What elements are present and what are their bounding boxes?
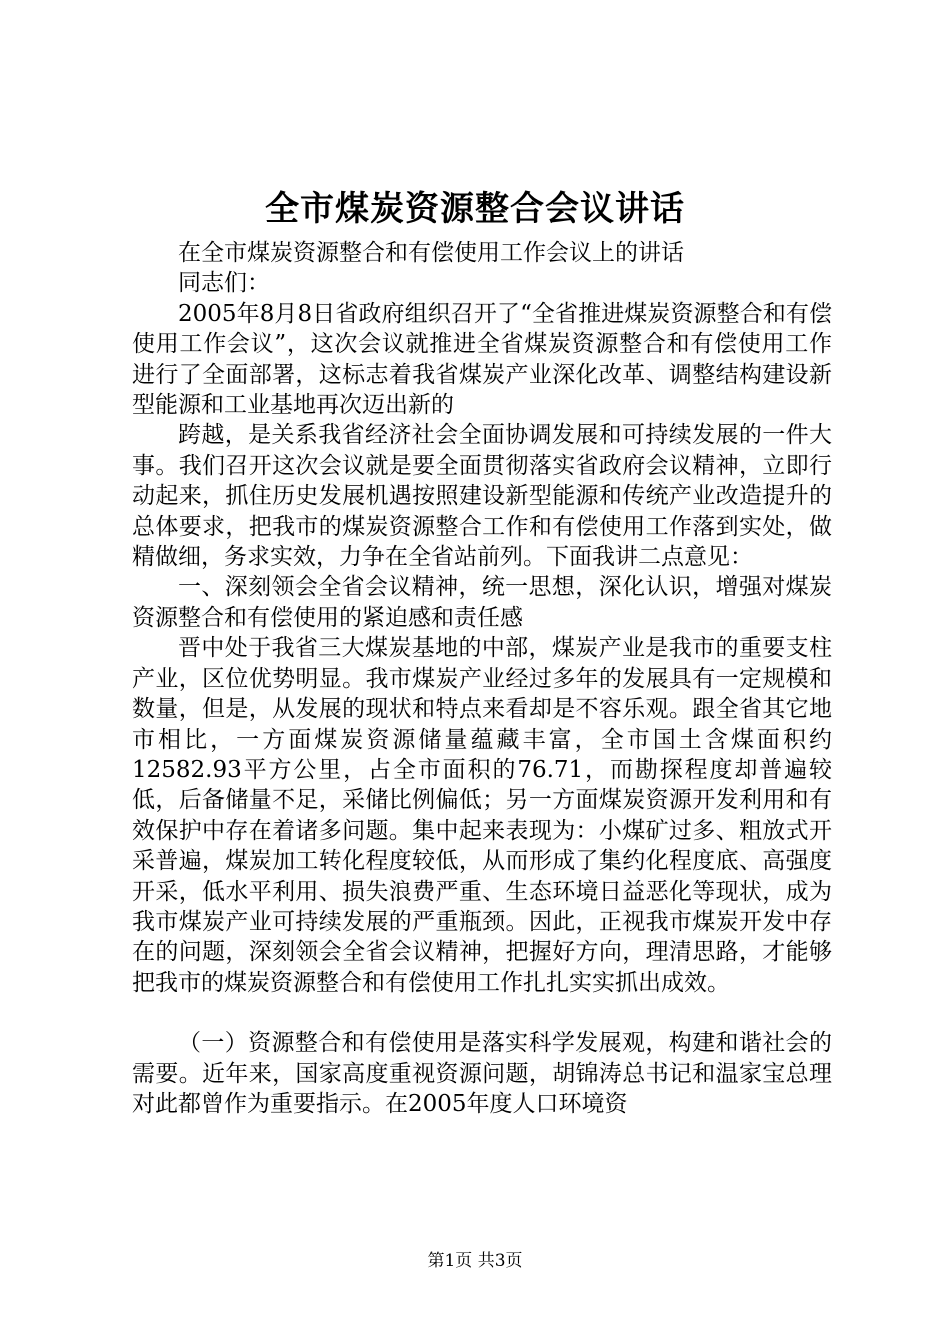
paragraph-intro: 2005年8月8日省政府组织召开了“全省推进煤炭资源整合和有偿使用工作会议”，这次会议就推进全省煤炭资源整合和有偿使用工作进行了全面部署，这标志着我省煤炭产业深化改革、调整结构建设新型能源和工业基地再次迈出新的	[132, 300, 832, 419]
paragraph-significance: 跨越，是关系我省经济社会全面协调发展和可持续发展的一件大事。我们召开这次会议就是要全面贯彻落实省政府会议精神，立即行动起来，抓住历史发展机遇按照建设新型能源和传统产业改造提升的总体要求，把我市的煤炭资源整合工作和有偿使用工作落到实处，做精做细，务求实效，力争在全省站前列。下面我讲二点意见：	[132, 422, 832, 571]
section-heading-1: 一、深刻领会全省会议精神，统一思想，深化认识，增强对煤炭资源整合和有偿使用的紧迫感和责任感	[132, 574, 832, 631]
page-footer: 第1页 共3页	[427, 1251, 523, 1271]
document-body	[132, 238, 832, 1119]
paragraph-situation: 晋中处于我省三大煤炭基地的中部，煤炭产业是我市的重要支柱产业，区位优势明显。我市煤炭产业经过多年的发展具有一定规模和数量，但是，从发展的现状和特点来看却是不容乐观。跟全省其它地市相比，一方面煤炭资源储量蕴藏丰富，全市国土含煤面积约12582.93平方公里，占全市面积的76.71，而勘探程度却普遍较低，后备储量不足，采储比例偏低；另一方面煤炭资源开发利用和有效保护中存在着诸多问题。集中起来表现为：小煤矿过多、粗放式开采普遍，煤炭加工转化程度较低，从而形成了集约化程度底、高强度开采，低水平利用、损失浪费严重、生态环境日益恶化等现状，成为我市煤炭产业可持续发展的严重瓶颈。因此，正视我市煤炭开发中存在的问题，深刻领会全省会议精神，把握好方向，理清思路，才能够把我市的煤炭资源整合和有偿使用工作扎扎实实抓出成效。	[132, 635, 832, 996]
paragraph-point-1: （一）资源整合和有偿使用是落实科学发展观，构建和谐社会的需要。近年来，国家高度重视资源问题，胡锦涛总书记和温家宝总理对此都曾作为重要指示。在2005年度人口环境资	[132, 1030, 832, 1117]
document-title: 全市煤炭资源整合会议讲话	[265, 189, 685, 229]
speech-subtitle: 在全市煤炭资源整合和有偿使用工作会议上的讲话	[178, 240, 684, 266]
salutation: 同志们：	[178, 270, 270, 297]
